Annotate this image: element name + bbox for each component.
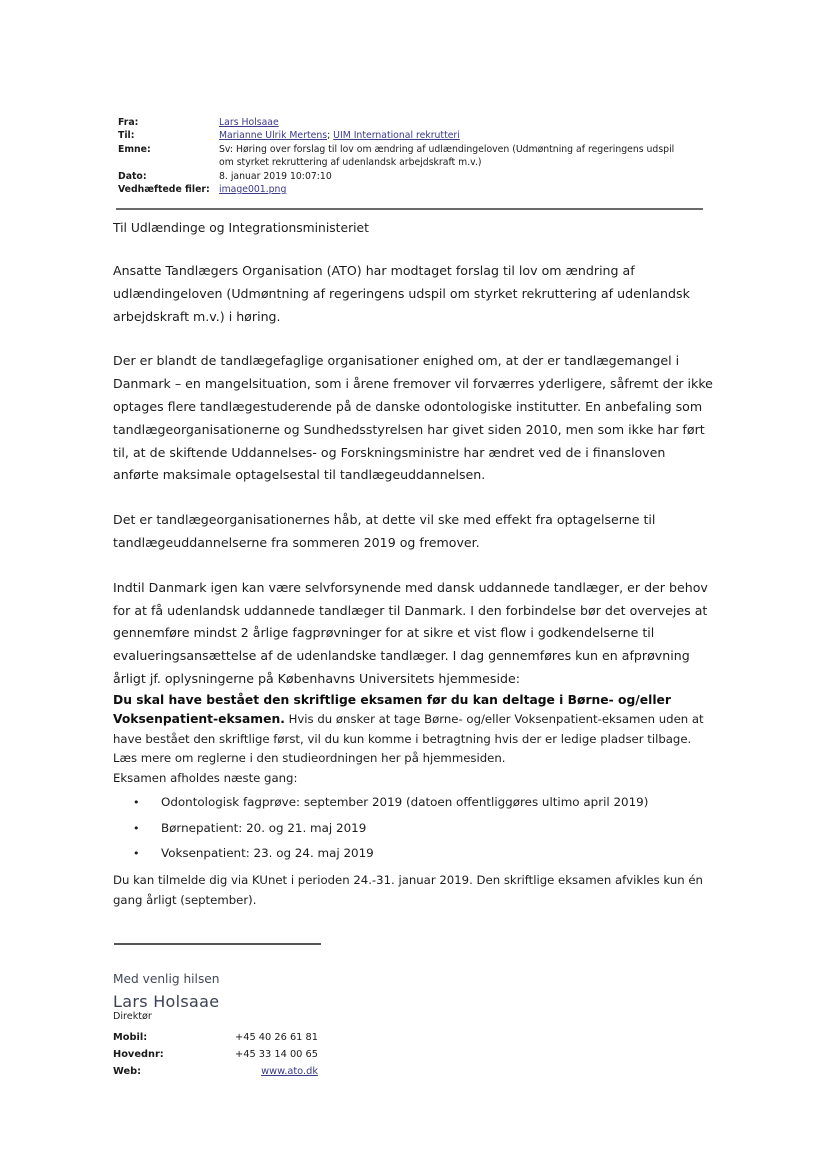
exam-intro: Eksamen afholdes næste gang:: [113, 770, 298, 785]
header-divider: [116, 208, 703, 210]
subject-row: [118, 143, 689, 170]
web-row: [113, 1063, 318, 1080]
date-row: [118, 170, 689, 183]
from-link[interactable]: Lars Holsaae: [219, 117, 279, 128]
main-number-label: Hovednr:: [113, 1049, 164, 1060]
bullet-icon: •: [133, 821, 140, 835]
list-item: • Voksenpatient: 23. og 24. maj 2019: [113, 841, 713, 867]
mobile-row: [113, 1029, 318, 1046]
signature-divider: [114, 943, 321, 945]
paragraph-1: Ansatte Tandlægers Organisation (ATO) har modtaget forslag til lov om ændring af udlændingeloven (Udmøntning af regeringens udspil om styrket rekruttering af udenlandsk arbejdskraft m.v.) i høring.: [113, 263, 690, 324]
exam-list: [113, 790, 713, 867]
attachments-label: Vedhæftede filer:: [118, 184, 210, 196]
registration-text: Du kan tilmelde dig via KUnet i perioden 24.-31. januar 2019. Den skriftlige eksamen afvikles kun én gang årligt (september).: [113, 873, 703, 907]
subject-value: Sv: Høring over forslag til lov om ændring af udlændingeloven (Udmøntning af regeringens udspil om styrket rekruttering af udenlandsk arbejdskraft m.v.): [219, 143, 675, 169]
signature-title: Direktør: [113, 1011, 152, 1022]
quote-rest: Hvis du ønsker at tage Børne- og/eller Voksenpatient-eksamen uden at have bestået den skriftlige først, vil du kun komme i betragtning hvis der er ledige pladser tilbage. Læs mere om reglerne i den studieordningen her på hjemmesiden.: [113, 712, 704, 766]
attachments-row: [118, 183, 689, 196]
date-label: Dato:: [118, 170, 147, 182]
attachment-link[interactable]: image001.png: [219, 184, 287, 196]
to-separator: ;: [327, 130, 334, 142]
subject-label: Emne:: [118, 143, 151, 155]
from-label: Fra:: [118, 117, 139, 128]
addressee: Til Udlændinge og Integrationsministeriet: [113, 221, 369, 235]
quote-bold: Du skal have bestået den skriftlige eksamen før du kan deltage i Børne- og/eller Voksenpatient-eksamen.: [113, 692, 671, 727]
from-row: [118, 116, 689, 129]
email-body: [113, 220, 713, 910]
date-value: 8. januar 2019 10:07:10: [219, 170, 332, 182]
paragraph-4: Indtil Danmark igen kan være selvforsynende med dansk uddannede tandlæger, er der behov for at få udenlandsk uddannede tandlæger til Danmark. I den forbindelse bør det overvejes at gennemføre mindst 2 årlige fagprøvninger for at sikre et vist flow i godkendelserne til evalueringsansættelse af de udenlandske tandlæger. I dag gennemføres kun en afprøvning årligt jf. oplysningerne på Københavns Universitets hjemmeside:: [113, 579, 708, 686]
email-header: [118, 116, 689, 196]
web-label: Web:: [113, 1066, 142, 1077]
list-item: • Odontologisk fagprøve: september 2019 (datoen offentliggøres ultimo april 2019): [113, 790, 713, 816]
bullet-icon: •: [133, 796, 140, 810]
greeting: Med venlig hilsen: [113, 972, 220, 986]
contact-table: [113, 1029, 318, 1080]
paragraph-2: Der er blandt de tandlægefaglige organisationer enighed om, at der er tandlægemangel i Danmark – en mangelsituation, som i årene fremover vil forværres yderligere, såfremt der ikke optages flere tandlægestuderende på de danske odontologiske institutter. En anbefaling som tandlægeorganisationerne og Sundhedsstyrelsen har givet siden 2010, men som ikke har ført til, at de skiftende Uddannelses- og Forskningsministre har ændret ved de i finansloven anførte maksimale optagelsestal til tandlægeuddannelsen.: [113, 353, 713, 483]
to-label: Til:: [118, 130, 135, 142]
to-link-1[interactable]: Marianne Ulrik Mertens: [219, 130, 328, 142]
signature: [113, 972, 318, 1080]
main-number-value: +45 33 14 00 65: [235, 1049, 318, 1060]
web-link[interactable]: www.ato.dk: [261, 1066, 318, 1077]
main-number-row: [113, 1046, 318, 1063]
to-link-2[interactable]: UIM International rekrutteri: [333, 130, 460, 142]
to-row: [118, 129, 689, 142]
quote-block: [113, 691, 713, 769]
paragraph-3: Det er tandlægeorganisationernes håb, at dette vil ske med effekt fra optagelserne til tandlægeuddannelserne fra sommeren 2019 og fremover.: [113, 512, 656, 550]
bullet-icon: •: [133, 847, 140, 861]
list-item: • Børnepatient: 20. og 21. maj 2019: [113, 816, 713, 842]
mobile-value: +45 40 26 61 81: [235, 1032, 318, 1043]
signature-name: Lars Holsaae: [113, 992, 220, 1011]
mobile-label: Mobil:: [113, 1032, 148, 1043]
